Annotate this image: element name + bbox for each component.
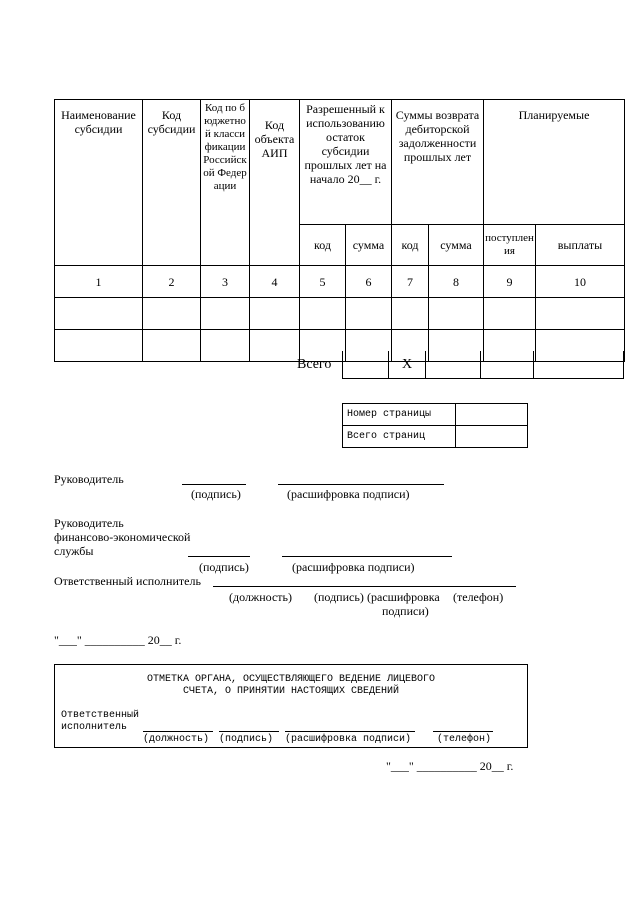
mark-decoding-caption: (расшифровка подписи) bbox=[285, 734, 412, 745]
fin-signature-line[interactable] bbox=[188, 556, 250, 557]
table-cell[interactable] bbox=[143, 330, 201, 362]
mark-phone-caption: (телефон) bbox=[437, 734, 492, 745]
total-cell[interactable] bbox=[480, 351, 534, 379]
column-number: 4 bbox=[250, 266, 300, 298]
header-code: Код субсидии bbox=[143, 100, 201, 266]
mark-title-2: СЧЕТА, О ПРИНЯТИИ НАСТОЯЩИХ СВЕДЕНИЙ bbox=[182, 686, 400, 697]
responsible-label: Ответственный исполнитель bbox=[54, 574, 201, 588]
head-decoding-line[interactable] bbox=[278, 484, 444, 485]
column-number: 9 bbox=[484, 266, 536, 298]
responsible-signature-caption: (подпись) bbox=[314, 590, 364, 604]
page-number-label: Номер страницы bbox=[343, 404, 456, 426]
total-label: Всего bbox=[297, 357, 332, 372]
table-cell[interactable] bbox=[429, 298, 484, 330]
fin-head-label-2: финансово-экономической bbox=[54, 530, 191, 544]
table-cell[interactable] bbox=[346, 298, 392, 330]
account-mark-box bbox=[54, 664, 528, 748]
table-cell[interactable] bbox=[536, 298, 625, 330]
table-cell[interactable] bbox=[250, 330, 300, 362]
total-cell[interactable] bbox=[533, 351, 624, 379]
table-cell[interactable] bbox=[201, 330, 250, 362]
subsidy-table bbox=[54, 99, 625, 362]
table-cell[interactable] bbox=[392, 298, 429, 330]
total-pages-field[interactable] bbox=[456, 426, 528, 448]
subheader-code-1: код bbox=[300, 225, 346, 266]
date-field[interactable]: "___" __________ 20__ г. bbox=[54, 633, 182, 647]
fin-head-label-3: службы bbox=[54, 544, 94, 558]
total-pages-label: Всего страниц bbox=[343, 426, 456, 448]
subheader-code-2: код bbox=[392, 225, 429, 266]
header-allowed: Разрешенный к использованию остаток субсидии прошлых лет на начало 20__ г. bbox=[300, 100, 392, 225]
table-cell[interactable] bbox=[55, 298, 143, 330]
header-returns: Суммы возврата дебиторской задолженности прошлых лет bbox=[392, 100, 484, 225]
mark-decoding-line[interactable] bbox=[285, 731, 415, 732]
header-name: Наименование субсидии bbox=[55, 100, 143, 266]
mark-title-1: ОТМЕТКА ОРГАНА, ОСУЩЕСТВЛЯЮЩЕГО ВЕДЕНИЕ ЛИЦЕВОГО bbox=[146, 674, 436, 685]
table-cell[interactable] bbox=[484, 298, 536, 330]
table-cell[interactable] bbox=[300, 298, 346, 330]
responsible-decoding-caption-cont: подписи) bbox=[382, 604, 429, 618]
head-signature-caption: (подпись) bbox=[191, 487, 241, 501]
subheader-income: поступления bbox=[484, 225, 536, 266]
page-number-field[interactable] bbox=[456, 404, 528, 426]
total-x: X bbox=[402, 357, 413, 372]
responsible-position-caption: (должность) bbox=[229, 590, 292, 604]
responsible-line[interactable] bbox=[213, 586, 516, 587]
head-decoding-caption: (расшифровка подписи) bbox=[287, 487, 410, 501]
column-number: 6 bbox=[346, 266, 392, 298]
fin-decoding-line[interactable] bbox=[282, 556, 452, 557]
fin-decoding-caption: (расшифровка подписи) bbox=[292, 560, 415, 574]
header-object-code: Код объекта АИП bbox=[250, 100, 300, 266]
responsible-phone-caption: (телефон) bbox=[453, 590, 504, 604]
column-number: 7 bbox=[392, 266, 429, 298]
column-number: 5 bbox=[300, 266, 346, 298]
head-label: Руководитель bbox=[54, 472, 124, 486]
subheader-sum-1: сумма bbox=[346, 225, 392, 266]
header-budget-code: Код по бюджетной классификации Российской Федерации bbox=[201, 100, 250, 266]
mark-position-line[interactable] bbox=[143, 731, 213, 732]
mark-signature-caption: (подпись) bbox=[219, 734, 274, 745]
total-cell[interactable] bbox=[425, 351, 481, 379]
table-cell[interactable] bbox=[201, 298, 250, 330]
subheader-payments: выплаты bbox=[536, 225, 625, 266]
table-row bbox=[55, 298, 625, 330]
mark-position-caption: (должность) bbox=[143, 734, 210, 745]
column-number: 10 bbox=[536, 266, 625, 298]
table-cell[interactable] bbox=[143, 298, 201, 330]
fin-signature-caption: (подпись) bbox=[199, 560, 249, 574]
table-cell[interactable] bbox=[250, 298, 300, 330]
total-cell[interactable] bbox=[342, 351, 389, 379]
responsible-decoding-caption: (расшифровка bbox=[367, 590, 440, 604]
header-planned: Планируемые bbox=[484, 100, 625, 225]
mark-responsible-2: исполнитель bbox=[61, 722, 128, 733]
bottom-date-field[interactable]: "___" __________ 20__ г. bbox=[386, 759, 514, 773]
column-number: 2 bbox=[143, 266, 201, 298]
subheader-sum-2: сумма bbox=[429, 225, 484, 266]
table-cell[interactable] bbox=[55, 330, 143, 362]
mark-signature-line[interactable] bbox=[219, 731, 279, 732]
fin-head-label-1: Руководитель bbox=[54, 516, 124, 530]
mark-phone-line[interactable] bbox=[433, 731, 493, 732]
column-number: 8 bbox=[429, 266, 484, 298]
page-info-box bbox=[342, 403, 528, 448]
head-signature-line[interactable] bbox=[182, 484, 246, 485]
mark-responsible-1: Ответственный bbox=[61, 710, 140, 721]
column-number: 3 bbox=[201, 266, 250, 298]
column-number: 1 bbox=[55, 266, 143, 298]
